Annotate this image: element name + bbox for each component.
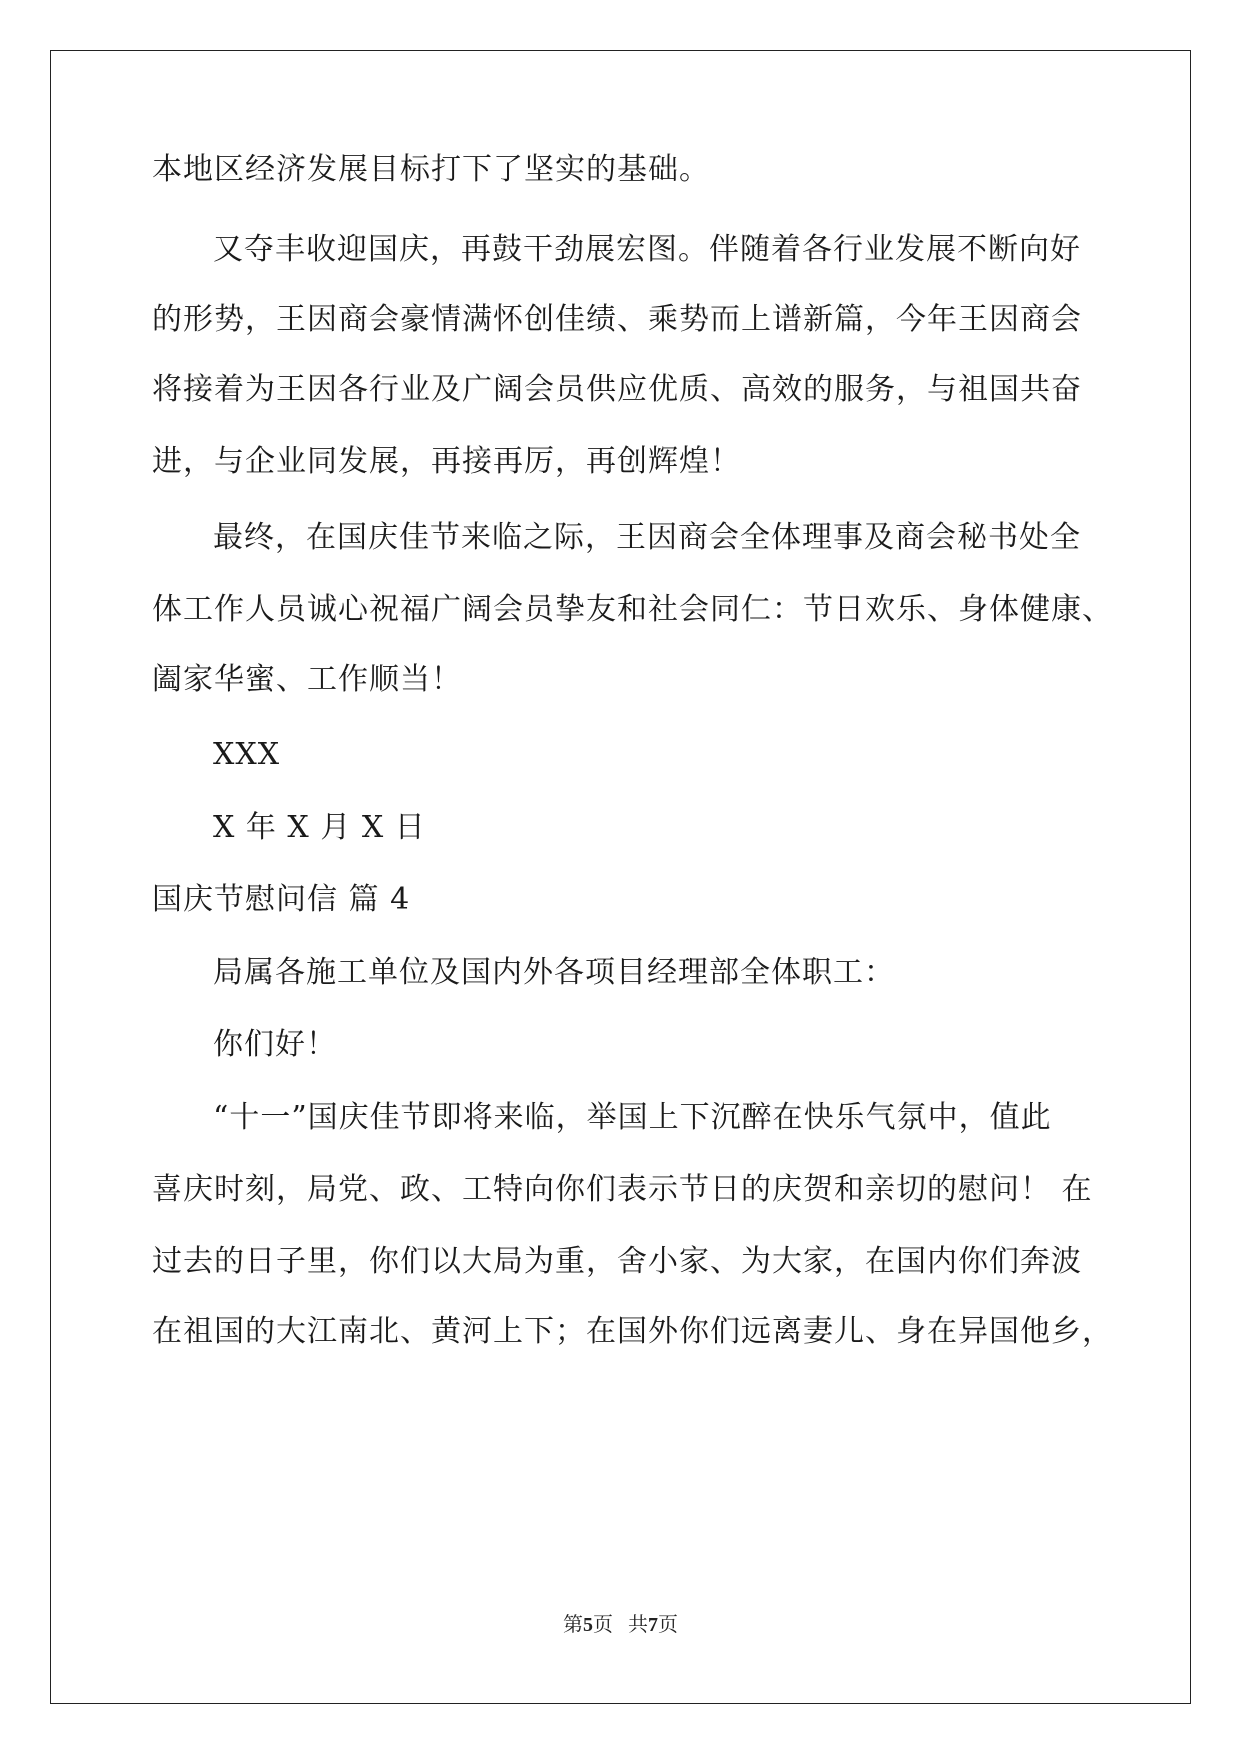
footer-total-suffix: 页: [658, 1614, 678, 1636]
paragraph-line: 的形势，王因商会豪情满怀创佳绩、乘势而上谱新篇，今年王因商会: [152, 302, 1082, 337]
footer-prefix: 第: [563, 1614, 583, 1636]
paragraph-line: 过去的日子里，你们以大局为重，舍小家、为大家，在国内你们奔波: [152, 1244, 1082, 1279]
paragraph-line: 进，与企业同发展，再接再厉，再创辉煌！: [152, 444, 741, 479]
footer-total-prefix: 共: [628, 1614, 648, 1636]
total-page-count: 7: [648, 1614, 658, 1636]
paragraph-line: 最终，在国庆佳节来临之际，王因商会全体理事及商会秘书处全: [213, 520, 1081, 555]
paragraph-line: 本地区经济发展目标打下了坚实的基础。: [152, 152, 710, 187]
footer-page-suffix: 页: [593, 1614, 613, 1636]
paragraph-line: 体工作人员诚心祝福广阔会员挚友和社会同仁：节日欢乐、身体健康、: [152, 592, 1113, 627]
paragraph-line: “十一”国庆佳节即将来临，举国上下沉醉在快乐气氛中，值此: [213, 1100, 1052, 1135]
paragraph-line: 阖家华蜜、工作顺当！: [152, 662, 462, 697]
page-border: [50, 50, 1191, 1704]
greeting: 你们好！: [213, 1027, 337, 1062]
signature-date: X 年 X 月 X 日: [213, 810, 426, 845]
paragraph-line: 将接着为王因各行业及广阔会员供应优质、高效的服务，与祖国共奋: [152, 372, 1082, 407]
paragraph-line: 在祖国的大江南北、黄河上下；在国外你们远离妻儿、身在异国他乡，: [152, 1314, 1113, 1349]
section-heading: 国庆节慰问信 篇 4: [152, 882, 411, 917]
paragraph-line: 又夺丰收迎国庆，再鼓干劲展宏图。伴随着各行业发展不断向好: [213, 232, 1081, 267]
salutation: 局属各施工单位及国内外各项目经理部全体职工：: [213, 955, 895, 990]
signature-name: XXX: [213, 737, 281, 772]
page-footer: [0, 1613, 1241, 1637]
paragraph-line: 喜庆时刻，局党、政、工特向你们表示节日的庆贺和亲切的慰问！ 在: [152, 1172, 1093, 1207]
current-page-number: 5: [583, 1614, 593, 1636]
